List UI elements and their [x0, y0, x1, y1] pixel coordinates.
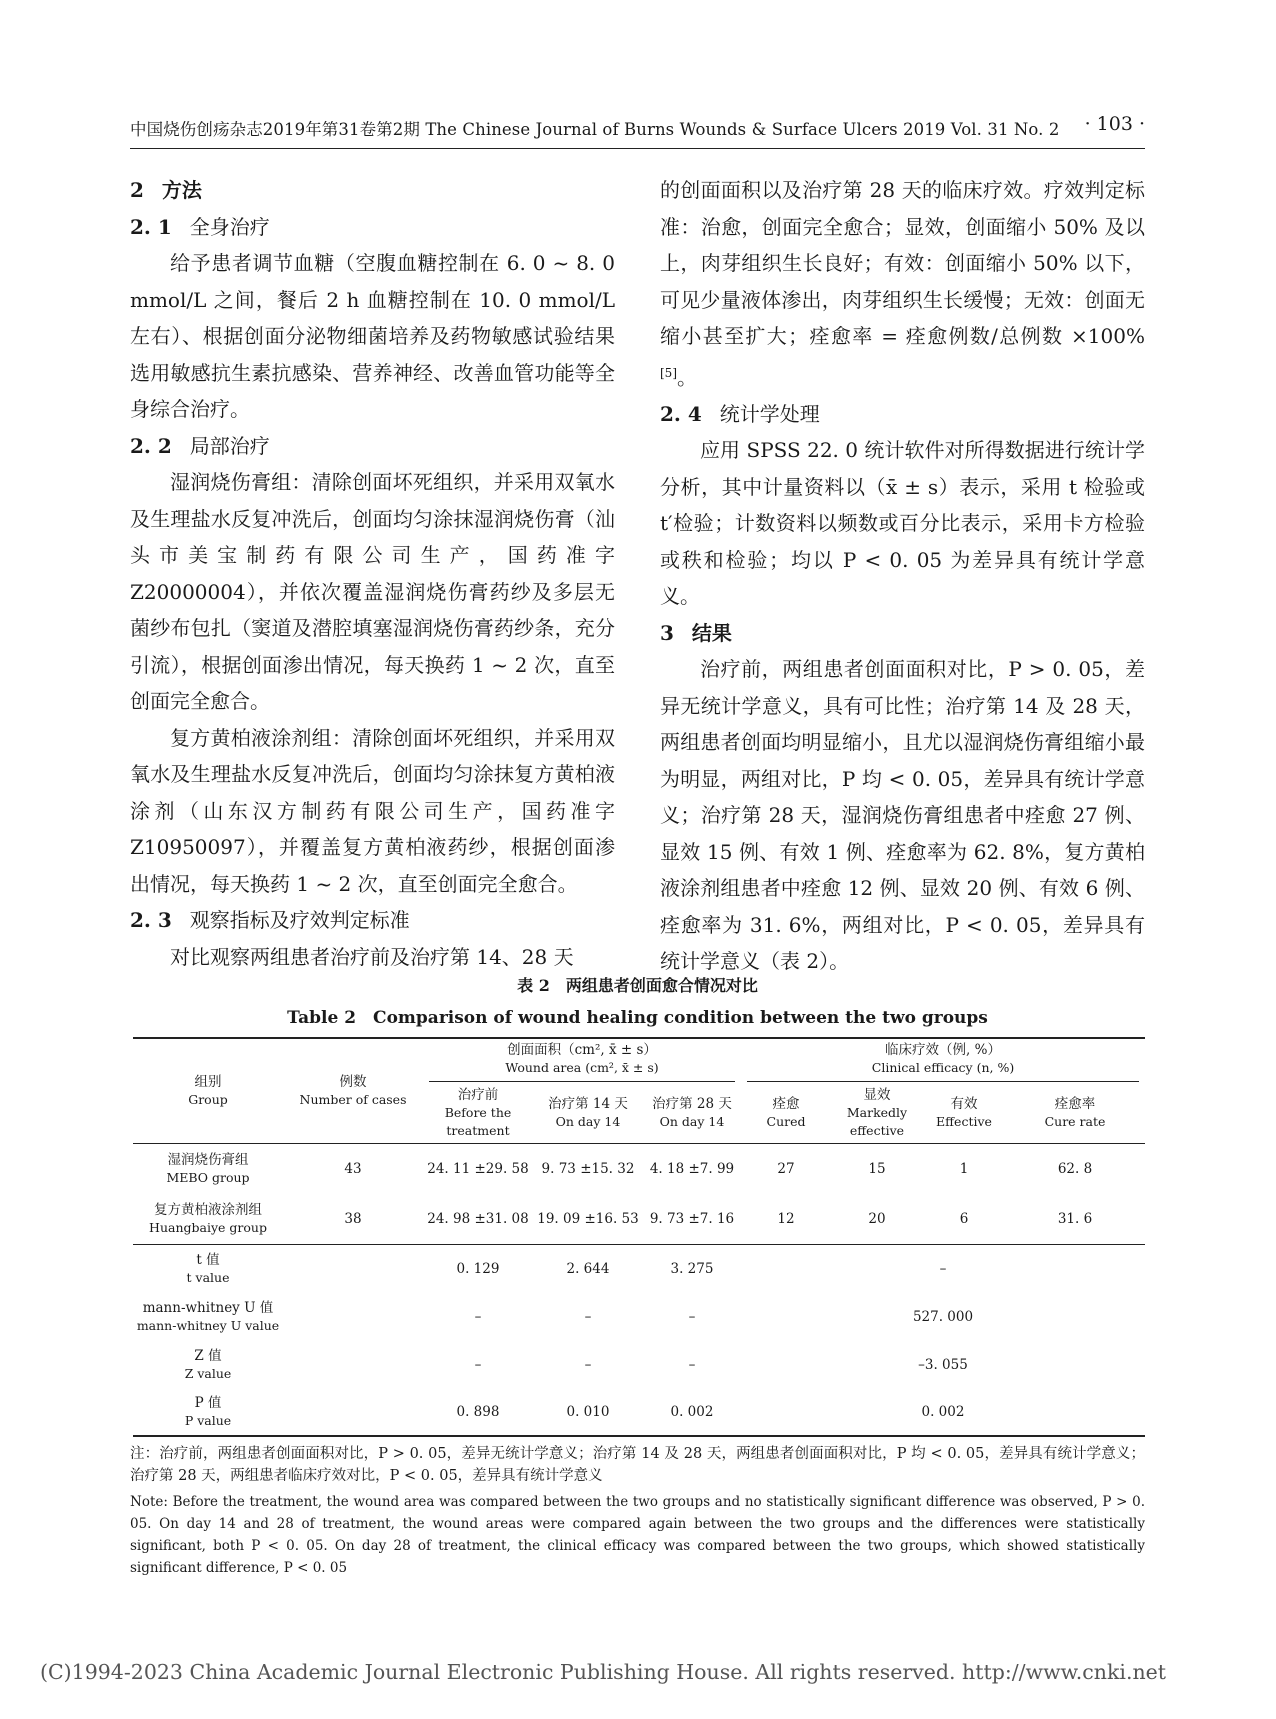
cell-text: t 值 [196, 1252, 220, 1268]
cell-text: MEBO group [166, 1170, 250, 1185]
header-text: 痊愈率 [1054, 1096, 1096, 1112]
header-text: 例数 [339, 1074, 367, 1090]
cell-before: 0. 129 [456, 1261, 500, 1277]
header-clinical-efficacy [741, 1038, 1145, 1083]
row-group [133, 1194, 283, 1245]
cell-before: 24. 11 ±29. 58 [427, 1161, 529, 1177]
paragraph-statistics: 应用 SPSS 22. 0 统计软件对所得数据进行统计学分析，其中计量资料以（x̄ ± s）表示，采用 t 检验或 t′检验；计数资料以频数或百分比表示，采用卡方检验或秩和检验；均以 P < 0. 05 为差异具有统计学意义。 [660, 438, 1145, 609]
cell-day14: 0. 010 [533, 1389, 643, 1436]
subsection-heading-statistics [660, 396, 1145, 433]
cell-day14: 9. 73 ±15. 32 [541, 1161, 635, 1177]
header-wound-area [423, 1038, 741, 1083]
header-group [133, 1038, 283, 1144]
cell-cases: 38 [283, 1194, 423, 1245]
header-text: 治疗前 [457, 1087, 499, 1103]
cell-efficacy-stat: –3. 055 [918, 1357, 968, 1373]
stats-row [133, 1341, 1145, 1389]
header-text: Before the [444, 1105, 512, 1120]
table-caption-zh: 表 2 两组患者创面愈合情况对比 [517, 976, 758, 995]
header-cured [741, 1083, 831, 1144]
table-header-row [133, 1038, 1145, 1083]
cell-day14: 2. 644 [566, 1261, 610, 1277]
cell-efficacy-stat: 0. 002 [741, 1389, 1145, 1436]
citation-ref: [5] [660, 365, 677, 380]
right-column [660, 172, 1145, 980]
header-text: Number of cases [299, 1092, 407, 1107]
stats-row [133, 1293, 1145, 1341]
table-note-en: Note: Before the treatment, the wound area was compared between the two groups and no statistically significant difference was observed, P > 0. 05. On day 14 and 28 of treatment, the wound areas were compared again between the two groups and the differences were statistically significant, both P < 0. 05. On day 28 of treatment, the clinical efficacy was compared between the two groups, which showed statistically significant difference, P < 0. 05 [130, 1494, 1145, 1576]
subsection-title: 局部治疗 [189, 433, 270, 458]
paragraph-text: 的创面面积以及治疗第 28 天的临床疗效。疗效判定标准：治愈，创面完全愈合；显效，创面缩小 50% 及以上，肉芽组织生长良好；有效：创面缩小 50% 以下，可见少量液体渗出，肉芽组织生长缓慢；无效：创面无缩小甚至扩大；痊愈率 = 痊愈例数/总例数 ×100% [660, 178, 1145, 348]
header-text: Group [188, 1092, 228, 1107]
header-text: 治疗第 14 天 [548, 1096, 628, 1112]
cell-empty [283, 1245, 423, 1294]
cell-text: Z value [184, 1366, 232, 1381]
header-text: effective [849, 1123, 905, 1138]
header-text: 组别 [194, 1074, 222, 1090]
section-number: 2 [130, 178, 144, 202]
header-text: Effective [936, 1114, 992, 1129]
results-table [133, 1037, 1145, 1437]
cell-day14: 19. 09 ±16. 53 [533, 1194, 643, 1245]
section-heading-methods [130, 172, 615, 209]
subsection-heading-systemic [130, 209, 615, 246]
paragraph-mebo: 湿润烧伤膏组：清除创面坏死组织，并采用双氧水及生理盐水反复冲洗后，创面均匀涂抹湿润烧伤膏（汕头市美宝制药有限公司生产，国药准字 Z20000004），并依次覆盖湿润烧伤膏药纱及多层无菌纱布包扎（窦道及潜腔填塞湿润烧伤膏药纱条，充分引流），根据创面渗出情况，每天换药 1 ~ 2 次，直至创面完全愈合。 [130, 470, 615, 713]
stat-label [133, 1293, 283, 1341]
cell-before: – [474, 1357, 482, 1373]
cell-day28: 3. 275 [670, 1261, 714, 1277]
subsection-title: 观察指标及疗效判定标准 [189, 908, 410, 932]
cell-before: 24. 98 ±31. 08 [423, 1194, 533, 1245]
header-text: On day 14 [555, 1114, 621, 1129]
cell-text: Huangbaiye group [149, 1220, 267, 1235]
subsection-number: 2. 4 [660, 401, 702, 426]
subsection-number: 2. 3 [130, 908, 172, 932]
header-text: 痊愈 [772, 1096, 800, 1112]
cell-cases: 43 [344, 1161, 362, 1177]
cell-text: P value [184, 1413, 232, 1428]
header-before [423, 1083, 533, 1144]
cell-empty [283, 1341, 423, 1389]
header-effective [923, 1083, 1005, 1144]
page-number: · 103 · [1084, 113, 1145, 135]
section-title: 结果 [691, 620, 732, 645]
cell-before: – [474, 1309, 482, 1325]
header-text: 临床疗效（例, %） [885, 1041, 1001, 1058]
cell-day14: – [584, 1309, 592, 1325]
cell-day28: 9. 73 ±7. 16 [643, 1194, 741, 1245]
section-number: 3 [660, 620, 674, 645]
cell-day28: – [688, 1309, 696, 1325]
cell-effective: 6 [923, 1194, 1005, 1245]
cell-empty [283, 1293, 423, 1341]
cell-day14: – [584, 1357, 592, 1373]
header-text: 治疗第 28 天 [652, 1096, 732, 1112]
cell-text: mann-whitney U 值 [142, 1300, 274, 1316]
section-title: 方法 [161, 178, 202, 202]
header-rule [130, 148, 1145, 149]
cell-before: 0. 898 [423, 1389, 533, 1436]
cell-day28: 0. 002 [643, 1389, 741, 1436]
header-cases [283, 1038, 423, 1144]
header-text: treatment [446, 1123, 510, 1138]
header-text: Clinical efficacy (n, %) [871, 1059, 1015, 1075]
subsection-heading-indicators [130, 902, 615, 939]
cell-efficacy-stat: – [939, 1261, 947, 1277]
subsection-title: 统计学处理 [719, 401, 820, 426]
cell-text: 复方黄柏液涂剂组 [154, 1202, 262, 1218]
cell-text: 湿润烧伤膏组 [167, 1152, 249, 1168]
subsection-number: 2. 1 [130, 214, 172, 239]
header-text: Markedly [846, 1105, 908, 1120]
cell-text: P 值 [194, 1395, 222, 1411]
paragraph-indicators-continued [660, 172, 1145, 396]
cell-text: Z 值 [194, 1348, 222, 1364]
header-text: Wound area (cm², x̄ ± s) [505, 1059, 659, 1075]
table-row [133, 1194, 1145, 1245]
subsection-number: 2. 2 [130, 433, 172, 458]
stat-label [133, 1245, 283, 1294]
paragraph-end: 。 [677, 365, 697, 390]
subsection-title: 全身治疗 [189, 214, 270, 239]
header-text: 有效 [950, 1096, 978, 1112]
header-markedly-effective [831, 1083, 923, 1144]
header-text: Cure rate [1044, 1114, 1106, 1129]
cell-text: mann-whitney U value [136, 1318, 280, 1333]
header-text: Cured [766, 1114, 806, 1129]
header-cure-rate [1005, 1083, 1145, 1144]
cell-efficacy-stat: 527. 000 [912, 1309, 974, 1325]
header-text: On day 14 [659, 1114, 725, 1129]
copyright-footer: (C)1994-2023 China Academic Journal Electronic Publishing House. All rights reserved. http://www.cnki.net [40, 1660, 1167, 1684]
cell-day28: – [688, 1357, 696, 1373]
header-day28 [643, 1083, 741, 1144]
stats-row [133, 1389, 1145, 1436]
cell-markedly-effective: 15 [868, 1161, 886, 1177]
cell-markedly-effective: 20 [831, 1194, 923, 1245]
cell-empty [283, 1389, 423, 1436]
cell-day28: 4. 18 ±7. 99 [649, 1161, 735, 1177]
section-heading-results [660, 615, 1145, 652]
paragraph-systemic: 给予患者调节血糖（空腹血糖控制在 6. 0 ~ 8. 0 mmol/L 之间，餐后 2 h 血糖控制在 10. 0 mmol/L 左右）、根据创面分泌物细菌培养及药物敏感试验结果选用敏感抗生素抗感染、营养神经、改善血管功能等全身综合治疗。 [130, 251, 615, 421]
left-column [130, 172, 615, 975]
paragraph-results: 治疗前，两组患者创面面积对比，P > 0. 05，差异无统计学意义，具有可比性；治疗第 14 及 28 天，两组患者创面均明显缩小，且尤以湿润烧伤膏组缩小最为明显，两组对比，P 均 < 0. 05，差异具有统计学意义；治疗第 28 天，湿润烧伤膏组患者中痊愈 27 例、显效 15 例、有效 1 例、痊愈率为 62. 8%，复方黄柏液涂剂组患者中痊愈 12 例、显效 20 例、有效 6 例、痊愈率为 31. 6%，两组对比，P < 0. 05，差异具有统计学意义（表 2）。 [660, 657, 1145, 974]
stat-label [133, 1389, 283, 1436]
stats-row [133, 1245, 1145, 1294]
row-group [133, 1144, 283, 1195]
header-text: 显效 [863, 1087, 891, 1103]
table-caption-en: Table 2 Comparison of wound healing condition between the two groups [287, 1008, 988, 1028]
cell-cured: 12 [741, 1194, 831, 1245]
cell-text: t value [186, 1270, 230, 1285]
cell-cure-rate: 62. 8 [1057, 1161, 1093, 1177]
table-row [133, 1144, 1145, 1195]
cell-cure-rate: 31. 6 [1005, 1194, 1145, 1245]
cell-cured: 27 [777, 1161, 795, 1177]
header-text: 创面面积（cm², x̄ ± s） [507, 1041, 657, 1058]
table-note-zh: 注：治疗前，两组患者创面面积对比，P > 0. 05，差异无统计学意义；治疗第 14 及 28 天，两组患者创面面积对比，P 均 < 0. 05，差异具有统计学意义；治疗第 28 天，两组患者临床疗效对比，P < 0. 05，差异具有统计学意义 [130, 1446, 1145, 1484]
subsection-heading-local [130, 428, 615, 465]
stat-label [133, 1341, 283, 1389]
paragraph-huangbaiye: 复方黄柏液涂剂组：清除创面坏死组织，并采用双氧水及生理盐水反复冲洗后，创面均匀涂抹复方黄柏液涂剂（山东汉方制药有限公司生产，国药准字 Z10950097），并覆盖复方黄柏液药纱，根据创面渗出情况，每天换药 1 ~ 2 次，直至创面完全愈合。 [130, 725, 615, 896]
paragraph-indicators: 对比观察两组患者治疗前及治疗第 14、28 天 [170, 944, 574, 969]
header-day14 [533, 1083, 643, 1144]
journal-header: 中国烧伤创疡杂志2019年第31卷第2期 The Chinese Journal of Burns Wounds & Surface Ulcers 2019 Vol. 31 No. 2 [130, 120, 1060, 139]
cell-effective: 1 [959, 1161, 969, 1177]
